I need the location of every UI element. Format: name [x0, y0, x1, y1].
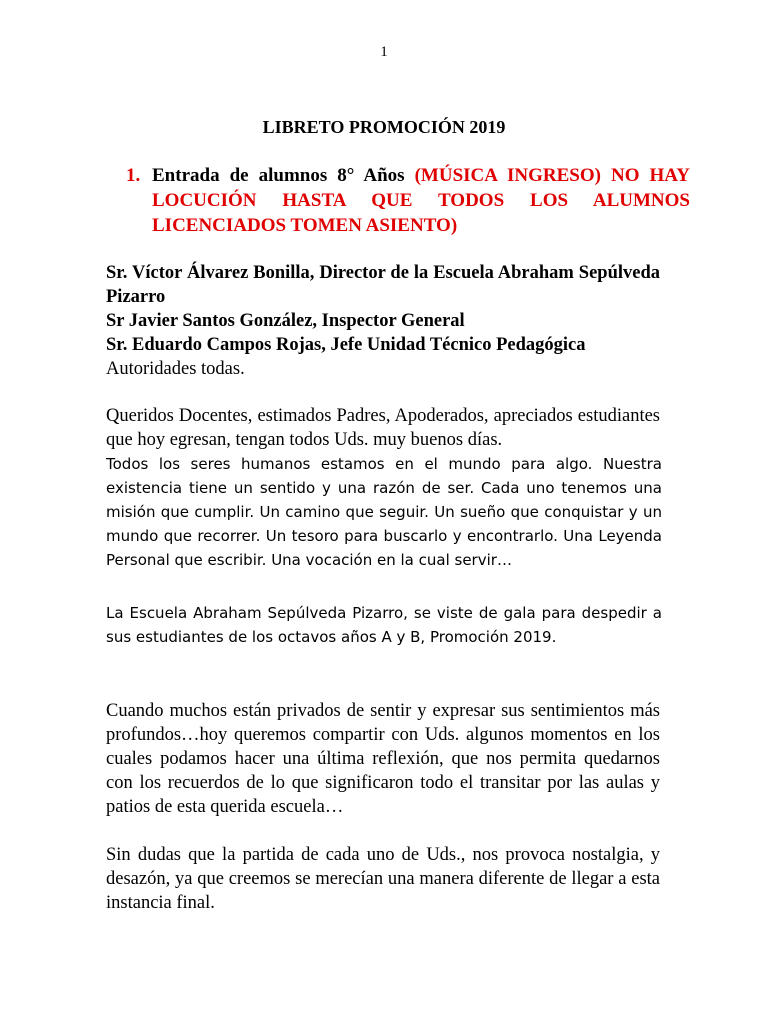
authorities-block [106, 261, 660, 381]
greeting-paragraph: Queridos Docentes, estimados Padres, Apoderados, apreciados estudiantes que hoy egresan, tengan todos Uds. muy buenos días. [106, 406, 660, 450]
school-paragraph: La Escuela Abraham Sepúlveda Pizarro, se viste de gala para despedir a sus estudiantes de los octavos años A y B, Promoción 2019. [106, 604, 662, 646]
authority-director: Sr. Víctor Álvarez Bonilla, Director de la Escuela Abraham Sepúlveda Pizarro [106, 263, 660, 307]
item-instruction-red: (MÚSICA INGRESO) NO HAY LOCUCIÓN HASTA QUE TODOS LOS ALUMNOS LICENCIADOS TOMEN ASIENTO) [152, 165, 690, 236]
item-text: Entrada de alumnos 8° Años [152, 165, 415, 186]
authority-all: Autoridades todas. [106, 359, 245, 379]
authority-utp: Sr. Eduardo Campos Rojas, Jefe Unidad Técnico Pedagógica [106, 335, 586, 355]
page-number: 1 [380, 44, 388, 60]
authority-inspector: Sr Javier Santos González, Inspector General [106, 311, 465, 331]
departure-paragraph: Sin dudas que la partida de cada uno de Uds., nos provoca nostalgia, y desazón, ya que creemos se merecían una manera diferente de llegar a esta instancia final. [106, 845, 660, 913]
item-body [152, 163, 690, 238]
document-title: LIBRETO PROMOCIÓN 2019 [262, 117, 506, 137]
numbered-item-1 [126, 163, 690, 238]
feelings-paragraph: Cuando muchos están privados de sentir y expresar sus sentimientos más profundos…hoy queremos compartir con Uds. algunos momentos en los cuales podamos hacer una última reflexión, que nos permita quedarnos con los recuerdos de lo que significaron todo el transitar por las aulas y patios de esta querida escuela… [106, 701, 660, 817]
purpose-paragraph: Todos los seres humanos estamos en el mundo para algo. Nuestra existencia tiene un sentido y una razón de ser. Cada uno tenemos una misión que cumplir. Un camino que seguir. Un sueño que conquistar y un mundo que recorrer. Un tesoro para buscarlo y encontrarlo. Una Leyenda Personal que escribir. Una vocación en la cual servir… [106, 455, 662, 569]
item-number: 1. [126, 165, 141, 186]
